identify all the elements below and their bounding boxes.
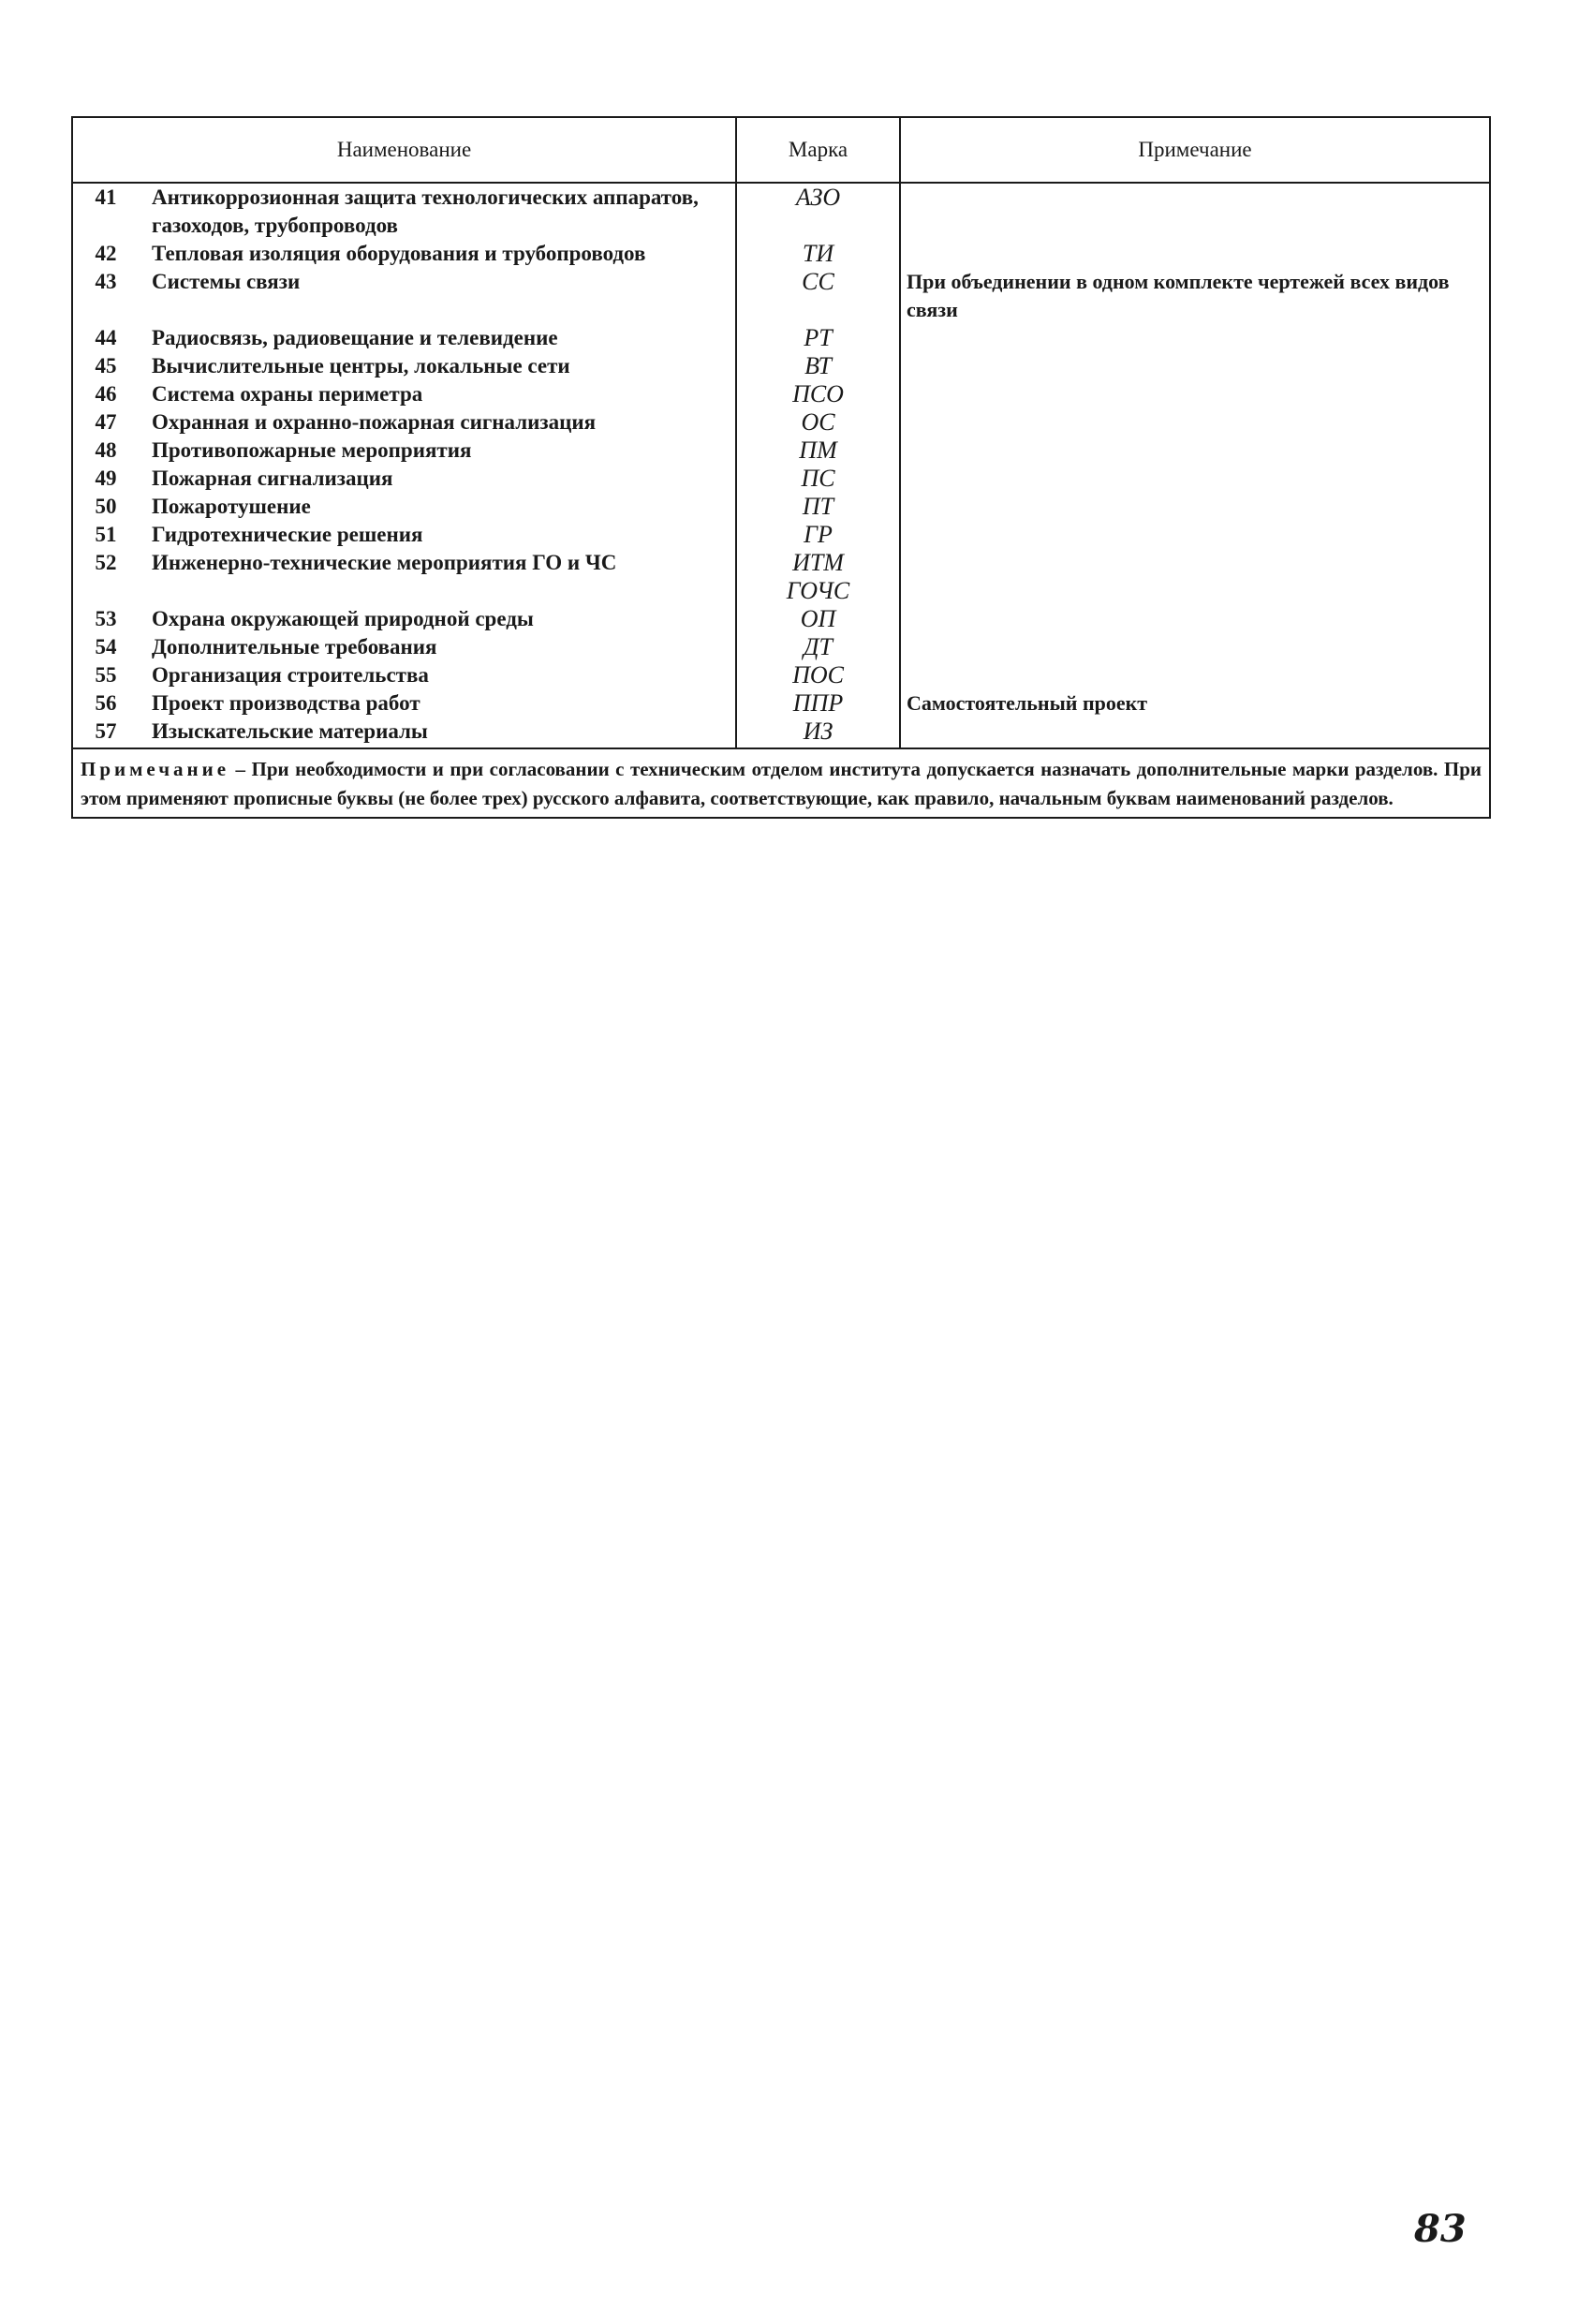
sections-table-container (71, 116, 1491, 819)
row-name: Система охраны периметра (139, 380, 736, 408)
row-name: Пожаротушение (139, 493, 736, 521)
row-number: 56 (95, 691, 117, 715)
row-name: Тепловая изоляция оборудования и трубопроводов (139, 240, 736, 268)
mark-code: АЗО (795, 184, 841, 211)
row-number: 45 (95, 354, 117, 377)
table-row (73, 408, 1489, 437)
row-note (900, 352, 1489, 380)
row-note (900, 549, 1489, 605)
row-mark (736, 493, 900, 521)
header-name: Наименование (73, 118, 736, 183)
row-note (900, 380, 1489, 408)
row-mark (736, 268, 900, 324)
row-name: Противопожарные мероприятия (139, 437, 736, 465)
header-note: Примечание (900, 118, 1489, 183)
row-mark (736, 183, 900, 240)
mark-code: СС (802, 268, 834, 295)
row-number: 52 (95, 551, 117, 574)
mark-code: ТИ (802, 240, 834, 267)
row-number: 42 (95, 242, 117, 265)
row-number: 53 (95, 607, 117, 630)
table-row (73, 689, 1489, 718)
table-row (73, 633, 1489, 661)
row-name: Проект производства работ (139, 689, 736, 718)
row-mark (736, 380, 900, 408)
row-note (900, 521, 1489, 549)
row-note (900, 493, 1489, 521)
table-row (73, 465, 1489, 493)
row-number: 44 (95, 326, 117, 349)
table-body (73, 183, 1489, 748)
table-row (73, 324, 1489, 352)
row-mark (736, 661, 900, 689)
row-number: 51 (95, 523, 117, 546)
row-name: Охрана окружающей природной среды (139, 605, 736, 633)
row-number: 48 (95, 438, 117, 462)
table-row (73, 437, 1489, 465)
row-name: Радиосвязь, радиовещание и телевидение (139, 324, 736, 352)
sections-table (73, 118, 1489, 748)
row-note: Самостоятельный проект (907, 691, 1148, 715)
mark-code: ПТ (802, 493, 834, 520)
row-mark (736, 408, 900, 437)
row-note (900, 718, 1489, 748)
mark-code: ИТМ (792, 549, 844, 576)
row-mark (736, 718, 900, 748)
row-note (900, 183, 1489, 240)
row-name: Антикоррозионная защита технологических аппаратов, газоходов, трубопроводов (139, 183, 736, 240)
mark-code: ПС (801, 465, 835, 492)
table-footnote (73, 748, 1489, 817)
row-mark (736, 240, 900, 268)
row-name: Организация строительства (139, 661, 736, 689)
footnote-lead: Примечание (81, 758, 230, 780)
mark-code: ВТ (804, 352, 832, 379)
row-mark (736, 605, 900, 633)
table-row (73, 549, 1489, 605)
row-note (900, 408, 1489, 437)
mark-code: ПОС (792, 661, 844, 688)
mark-code: ИЗ (803, 718, 833, 745)
table-row (73, 521, 1489, 549)
table-row (73, 661, 1489, 689)
row-mark (736, 689, 900, 718)
row-note (900, 240, 1489, 268)
table-row (73, 183, 1489, 240)
row-note: При объединении в одном комплекте чертежей всех видов связи (907, 270, 1450, 321)
row-name: Изыскательские материалы (139, 718, 736, 748)
row-mark (736, 437, 900, 465)
mark-code: ПСО (792, 380, 844, 407)
row-number: 50 (95, 495, 117, 518)
footnote-text: – При необходимости и при согласовании с техническим отделом института допускается назначать дополнительные марки разделов. При этом применяют прописные буквы (не более трех) русского алфавита, соответствующие, как правило, начальным буквам наименований разделов. (81, 758, 1482, 809)
row-number: 54 (95, 635, 117, 659)
row-name: Охранная и охранно-пожарная сигнализация (139, 408, 736, 437)
row-name: Вычислительные центры, локальные сети (139, 352, 736, 380)
row-note (900, 324, 1489, 352)
row-mark (736, 352, 900, 380)
row-name: Инженерно-технические мероприятия ГО и ЧС (139, 549, 736, 605)
row-name: Гидротехнические решения (139, 521, 736, 549)
table-row (73, 380, 1489, 408)
row-mark (736, 521, 900, 549)
mark-code: ОП (800, 605, 836, 632)
row-number: 41 (95, 185, 117, 209)
row-name: Системы связи (139, 268, 736, 324)
table-row (73, 240, 1489, 268)
row-mark (736, 465, 900, 493)
row-number: 47 (95, 410, 117, 434)
row-note (900, 605, 1489, 633)
row-number: 43 (95, 270, 117, 293)
table-row (73, 493, 1489, 521)
table-row (73, 605, 1489, 633)
row-number: 55 (95, 663, 117, 687)
mark-code: ОС (801, 408, 835, 436)
table-row (73, 352, 1489, 380)
mark-code: РТ (804, 324, 833, 351)
page-number: 83 (1414, 2207, 1467, 2251)
row-mark (736, 549, 900, 605)
header-mark: Марка (736, 118, 900, 183)
row-number: 49 (95, 466, 117, 490)
row-mark (736, 324, 900, 352)
mark-code: ГР (804, 521, 833, 548)
mark-code: ГОЧС (786, 577, 850, 604)
row-note (900, 633, 1489, 661)
table-header-row (73, 118, 1489, 183)
row-note (900, 661, 1489, 689)
mark-code: ДТ (804, 633, 833, 660)
row-note (900, 437, 1489, 465)
table-row (73, 268, 1489, 324)
row-name: Пожарная сигнализация (139, 465, 736, 493)
row-name: Дополнительные требования (139, 633, 736, 661)
table-row (73, 718, 1489, 748)
row-mark (736, 633, 900, 661)
mark-code: ППР (792, 689, 844, 717)
row-number: 57 (95, 719, 117, 743)
mark-code: ПМ (799, 437, 837, 464)
row-number: 46 (95, 382, 117, 406)
row-note (900, 465, 1489, 493)
